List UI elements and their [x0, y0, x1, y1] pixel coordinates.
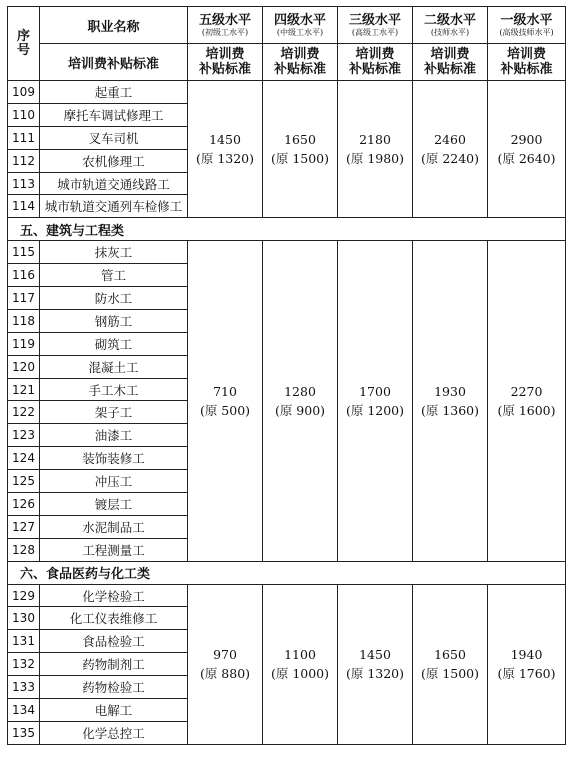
subsidy-amount-cell	[188, 241, 263, 561]
standard-line: 补贴标准	[348, 62, 401, 77]
subsidy-amount-cell	[488, 241, 566, 561]
subsidy-value: 1450	[359, 647, 391, 663]
occupation-name: 药物检验工	[40, 676, 188, 699]
occupation-name: 摩托车调试修理工	[40, 103, 188, 126]
row-number: 132	[8, 653, 40, 676]
subsidy-amount-cell	[263, 241, 338, 561]
subsidy-value: 1930	[434, 383, 466, 399]
row-number: 117	[8, 287, 40, 310]
original-value: (原 900)	[274, 402, 326, 418]
row-number: 116	[8, 264, 40, 287]
subsidy-value: 2180	[359, 132, 391, 148]
standard-line: 培训费	[280, 47, 320, 62]
occupation-name: 钢筋工	[40, 309, 188, 332]
subsidy-amount-cell	[488, 81, 566, 218]
occupation-name: 装饰装修工	[40, 447, 188, 470]
row-number: 125	[8, 470, 40, 493]
subsidy-amount-cell	[413, 584, 488, 744]
occupation-name: 起重工	[40, 81, 188, 104]
category-row	[8, 218, 566, 241]
standard-line: 补贴标准	[500, 62, 553, 77]
level-header-2	[413, 7, 488, 44]
row-number: 130	[8, 607, 40, 630]
subsidy-value: 2270	[510, 383, 543, 399]
subsidy-value: 1100	[284, 647, 316, 663]
occupation-name: 电解工	[40, 699, 188, 722]
category-label: 五、建筑与工程类	[8, 218, 566, 241]
standard-line: 培训费	[430, 47, 470, 62]
row-number: 115	[8, 241, 40, 264]
standard-label-2	[413, 44, 488, 81]
subsidy-value: 1940	[510, 647, 543, 663]
original-value: (原 1000)	[270, 666, 330, 682]
table-row	[8, 81, 566, 104]
row-number: 126	[8, 493, 40, 516]
level-sub: (初级工水平)	[201, 27, 249, 37]
category-row	[8, 561, 566, 584]
level-name: 四级水平	[273, 12, 326, 28]
occupation-name: 混凝土工	[40, 355, 188, 378]
subsidy-value: 1700	[359, 383, 391, 399]
occupation-header: 职业名称	[40, 7, 188, 44]
standard-line: 补贴标准	[423, 62, 476, 77]
subsidy-value: 710	[213, 383, 237, 399]
standard-line: 培训费	[355, 47, 395, 62]
row-number: 118	[8, 309, 40, 332]
occupation-name: 镀层工	[40, 493, 188, 516]
row-number: 135	[8, 721, 40, 744]
occupation-name: 食品检验工	[40, 630, 188, 653]
level-header-3	[338, 7, 413, 44]
original-value: (原 1980)	[345, 151, 405, 167]
subsidy-amount-cell	[413, 81, 488, 218]
level-header-4	[263, 7, 338, 44]
row-number: 129	[8, 584, 40, 607]
row-number: 128	[8, 538, 40, 561]
occupation-name: 冲压工	[40, 470, 188, 493]
level-sub: (中级工水平)	[276, 27, 324, 37]
standard-line: 补贴标准	[198, 62, 251, 77]
subsidy-value: 1450	[209, 132, 241, 148]
table-row	[8, 241, 566, 264]
subsidy-amount-cell	[338, 81, 413, 218]
original-value: (原 1600)	[497, 402, 556, 418]
standard-label-1	[488, 44, 566, 81]
original-value: (原 880)	[199, 666, 251, 682]
level-header-5	[188, 7, 263, 44]
row-number: 109	[8, 81, 40, 104]
original-value: (原 1200)	[345, 402, 405, 418]
subsidy-value: 1650	[284, 132, 316, 148]
row-number: 124	[8, 447, 40, 470]
occupation-name: 药物制剂工	[40, 653, 188, 676]
row-number: 127	[8, 515, 40, 538]
level-sub: (高级技师水平)	[499, 27, 554, 37]
occupation-name: 架子工	[40, 401, 188, 424]
occupation-name: 叉车司机	[40, 126, 188, 149]
standard-line: 培训费	[506, 47, 546, 62]
level-name: 一级水平	[500, 12, 553, 28]
row-number: 133	[8, 676, 40, 699]
standard-label-5	[188, 44, 263, 81]
subsidy-value: 2460	[434, 132, 466, 148]
row-number: 110	[8, 103, 40, 126]
subsidy-value: 2900	[510, 132, 543, 148]
row-number: 120	[8, 355, 40, 378]
subsidy-amount-cell	[338, 584, 413, 744]
occupation-name: 农机修理工	[40, 149, 188, 172]
original-value: (原 2240)	[420, 151, 480, 167]
row-number: 119	[8, 332, 40, 355]
original-value: (原 1320)	[195, 151, 255, 167]
row-number: 131	[8, 630, 40, 653]
occupation-name: 工程测量工	[40, 538, 188, 561]
standard-header: 培训费补贴标准	[40, 44, 188, 81]
level-sub: (技师水平)	[430, 27, 470, 37]
occupation-name: 化学检验工	[40, 584, 188, 607]
subsidy-amount-cell	[338, 241, 413, 561]
occupation-name: 抹灰工	[40, 241, 188, 264]
occupation-name: 化学总控工	[40, 721, 188, 744]
subsidy-value: 970	[213, 647, 237, 663]
row-number: 134	[8, 699, 40, 722]
original-value: (原 500)	[199, 402, 251, 418]
row-number: 114	[8, 195, 40, 218]
occupation-name: 油漆工	[40, 424, 188, 447]
original-value: (原 1360)	[420, 402, 480, 418]
original-value: (原 1500)	[270, 151, 330, 167]
subsidy-amount-cell	[188, 81, 263, 218]
occupation-name: 城市轨道交通列车检修工	[40, 195, 188, 218]
header-row-levels	[8, 7, 566, 44]
level-sub: (高级工水平)	[351, 27, 399, 37]
standard-line: 补贴标准	[273, 62, 326, 77]
subsidy-amount-cell	[263, 81, 338, 218]
seq-header: 序号	[8, 7, 40, 81]
row-number: 123	[8, 424, 40, 447]
level-header-1	[488, 7, 566, 44]
occupation-name: 防水工	[40, 287, 188, 310]
row-number: 113	[8, 172, 40, 195]
level-name: 三级水平	[348, 12, 401, 28]
original-value: (原 1500)	[420, 666, 480, 682]
standard-label-4	[263, 44, 338, 81]
level-name: 五级水平	[198, 12, 251, 28]
subsidy-amount-cell	[488, 584, 566, 744]
row-number: 111	[8, 126, 40, 149]
header-row-standard	[8, 44, 566, 81]
subsidy-amount-cell	[188, 584, 263, 744]
row-number: 121	[8, 378, 40, 401]
original-value: (原 1320)	[345, 666, 405, 682]
occupation-name: 管工	[40, 264, 188, 287]
subsidy-amount-cell	[413, 241, 488, 561]
subsidy-value: 1280	[284, 383, 316, 399]
occupation-name: 砌筑工	[40, 332, 188, 355]
original-value: (原 1760)	[497, 666, 556, 682]
row-number: 112	[8, 149, 40, 172]
occupation-name: 化工仪表维修工	[40, 607, 188, 630]
original-value: (原 2640)	[497, 151, 556, 167]
occupation-name: 城市轨道交通线路工	[40, 172, 188, 195]
standard-line: 培训费	[205, 47, 245, 62]
subsidy-value: 1650	[434, 647, 466, 663]
subsidy-amount-cell	[263, 584, 338, 744]
occupation-name: 水泥制品工	[40, 515, 188, 538]
table-row	[8, 584, 566, 607]
standard-label-3	[338, 44, 413, 81]
level-name: 二级水平	[423, 12, 476, 28]
category-label: 六、食品医药与化工类	[8, 561, 566, 584]
subsidy-table	[7, 6, 566, 745]
occupation-name: 手工木工	[40, 378, 188, 401]
row-number: 122	[8, 401, 40, 424]
